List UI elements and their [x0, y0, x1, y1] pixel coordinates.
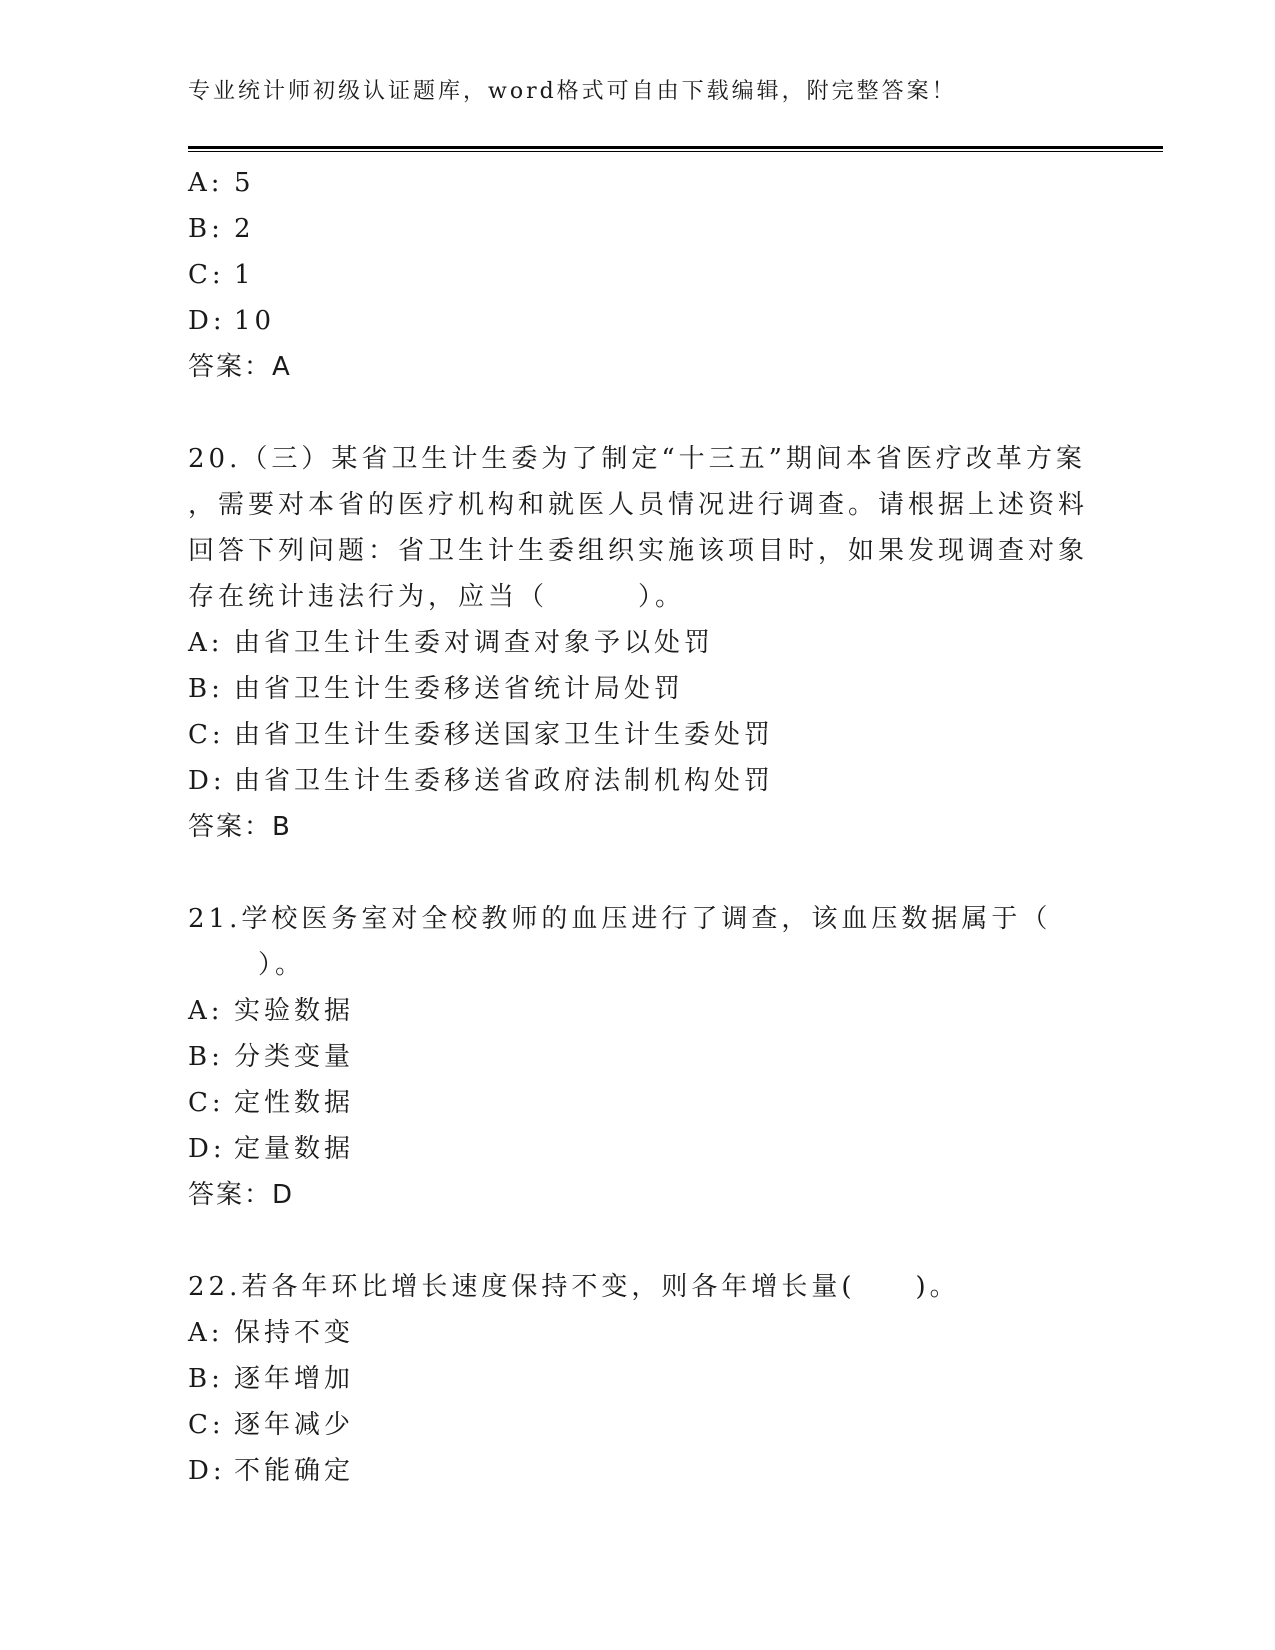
option-b [188, 666, 1088, 712]
spacer [188, 1218, 1088, 1264]
question-20 [188, 436, 1088, 850]
question-text-line: 22.若各年环比增长速度保持不变，则各年增长量( )。 [188, 1272, 960, 1302]
option-label: B: [188, 1042, 224, 1072]
option-label: C: [188, 720, 225, 750]
option-text: 实验数据 [234, 996, 355, 1026]
option-text: 分类变量 [234, 1042, 355, 1072]
header-rule-thin [188, 151, 1163, 152]
option-text: 不能确定 [234, 1456, 355, 1486]
question-21 [188, 896, 1088, 1218]
option-label: A: [188, 628, 224, 658]
prev-question [188, 160, 1088, 390]
option-text: 保持不变 [234, 1318, 355, 1348]
answer-line: 答案：A [188, 352, 292, 382]
option-a [188, 620, 1088, 666]
option-text: 2 [234, 214, 255, 244]
question-text-line: ，需要对本省的医疗机构和就医人员情况进行调查。请根据上述资料 [188, 490, 1089, 520]
question-text-line: 回答下列问题：省卫生计生委组织实施该项目时，如果发现调查对象 [188, 536, 1089, 566]
option-d [188, 298, 1088, 344]
header-rule-thick [188, 146, 1163, 149]
question-content [188, 160, 1088, 1494]
option-text: 定性数据 [234, 1088, 355, 1118]
question-text-line: 20.（三）某省卫生计生委为了制定“十三五”期间本省医疗改革方案 [188, 444, 1086, 474]
spacer [188, 850, 1088, 896]
option-c [188, 712, 1088, 758]
option-label: D: [188, 1134, 226, 1164]
option-text: 逐年减少 [234, 1410, 355, 1440]
option-label: A: [188, 1318, 224, 1348]
option-b [188, 1356, 1088, 1402]
option-label: C: [188, 260, 225, 290]
option-label: D: [188, 306, 226, 336]
option-b [188, 1034, 1088, 1080]
option-text: 1 [234, 260, 255, 290]
option-c [188, 252, 1088, 298]
question-text-line: 21.学校医务室对全校教师的血压进行了调查，该血压数据属于（ [188, 904, 1052, 934]
question-22 [188, 1264, 1088, 1494]
option-label: C: [188, 1410, 225, 1440]
option-label: D: [188, 766, 226, 796]
question-text-line: ）。 [258, 950, 306, 980]
option-text: 10 [234, 306, 276, 336]
option-text: 定量数据 [234, 1134, 355, 1164]
option-b [188, 206, 1088, 252]
spacer [188, 390, 1088, 436]
option-label: B: [188, 674, 224, 704]
option-label: B: [188, 1364, 224, 1394]
option-label: D: [188, 1456, 226, 1486]
option-a [188, 160, 1088, 206]
option-d [188, 1126, 1088, 1172]
option-text: 逐年增加 [234, 1364, 355, 1394]
option-text: 由省卫生计生委移送国家卫生计生委处罚 [234, 720, 775, 750]
option-d [188, 758, 1088, 804]
question-text-line: 存在统计违法行为，应当（ ）。 [188, 582, 686, 612]
option-label: C: [188, 1088, 225, 1118]
option-text: 5 [234, 168, 255, 198]
option-d [188, 1448, 1088, 1494]
option-text: 由省卫生计生委移送省统计局处罚 [234, 674, 685, 704]
option-text: 由省卫生计生委对调查对象予以处罚 [234, 628, 715, 658]
answer-line: 答案：B [188, 812, 292, 842]
option-a [188, 988, 1088, 1034]
option-label: A: [188, 168, 224, 198]
page-header: 专业统计师初级认证题库，word格式可自由下载编辑，附完整答案！ [188, 79, 957, 104]
option-c [188, 1080, 1088, 1126]
answer-line: 答案：D [188, 1180, 295, 1210]
option-label: B: [188, 214, 224, 244]
option-text: 由省卫生计生委移送省政府法制机构处罚 [234, 766, 775, 796]
option-c [188, 1402, 1088, 1448]
option-label: A: [188, 996, 224, 1026]
option-a [188, 1310, 1088, 1356]
